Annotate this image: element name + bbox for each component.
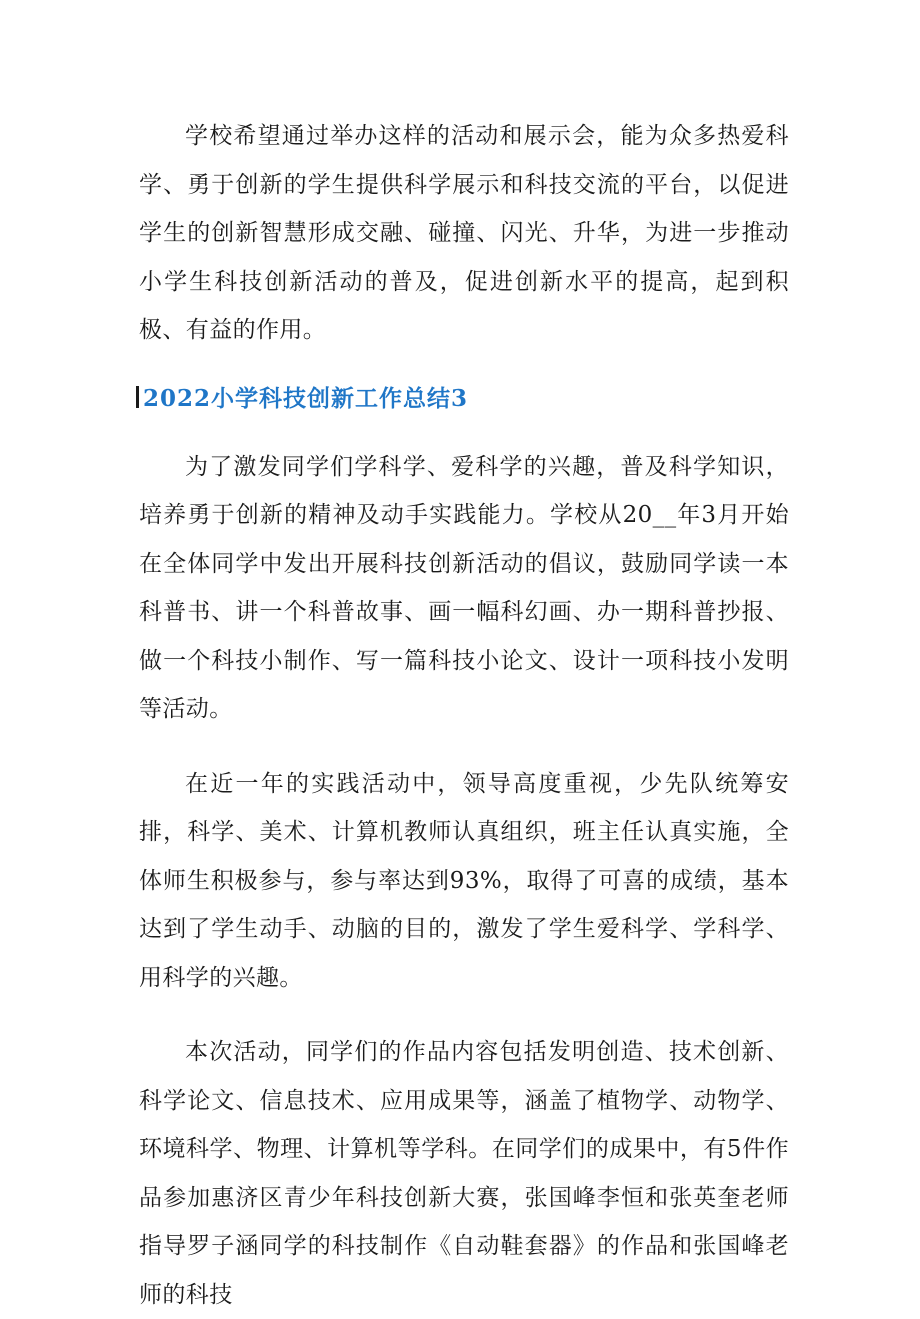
paragraph-2: 在近一年的实践活动中，领导高度重视，少先队统筹安排，科学、美术、计算机教师认真组织，班主任认真实施，全体师生积极参与，参与率达到93%，取得了可喜的成绩，基本达到了学生动手、动脑的目的，激发了学生爱科学、学科学、用科学的兴趣。	[139, 770, 789, 991]
section-heading	[136, 381, 789, 413]
paragraph-spacer	[139, 734, 789, 760]
paragraph-spacer	[139, 1002, 789, 1028]
section-heading-text: 2022小学科技创新工作总结3	[143, 385, 469, 412]
document-body	[139, 112, 789, 1319]
paragraph-1: 为了激发同学们学科学、爱科学的兴趣，普及科学知识，培养勇于创新的精神及动手实践能力。学校从20__年3月开始在全体同学中发出开展科技创新活动的倡议，鼓励同学读一本科普书、讲一个科普故事、画一幅科幻画、办一期科普抄报、做一个科技小制作、写一篇科技小论文、设计一项科技小发明等活动。	[139, 453, 789, 722]
paragraph-intro: 学校希望通过举办这样的活动和展示会，能为众多热爱科学、勇于创新的学生提供科学展示和科技交流的平台，以促进学生的创新智慧形成交融、碰撞、闪光、升华，为进一步推动小学生科技创新活动的普及，促进创新水平的提高，起到积极、有益的作用。	[139, 123, 789, 343]
heading-marker-icon	[136, 386, 139, 408]
paragraph-3: 本次活动，同学们的作品内容包括发明创造、技术创新、科学论文、信息技术、应用成果等，涵盖了植物学、动物学、环境科学、物理、计算机等学科。在同学们的成果中，有5件作品参加惠济区青少年科技创新大赛，张国峰李恒和张英奎老师指导罗子涵同学的科技制作《自动鞋套器》的作品和张国峰老师的科技	[139, 1039, 789, 1308]
